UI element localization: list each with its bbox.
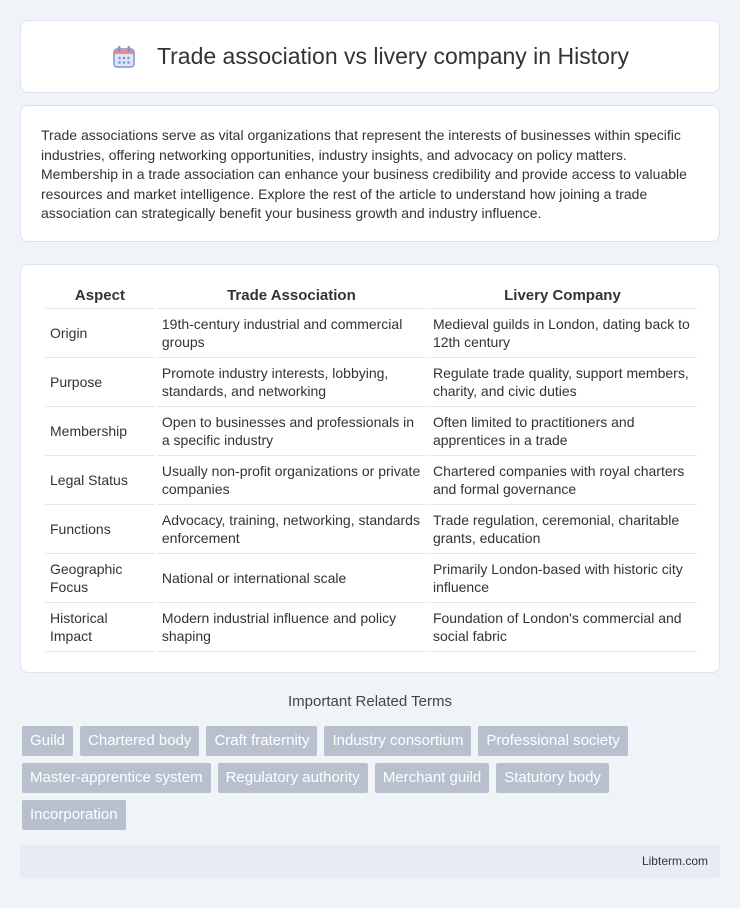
cell-aspect: Geographic Focus <box>45 554 155 603</box>
cell-aspect: Purpose <box>45 358 155 407</box>
cell-livery-company: Medieval guilds in London, dating back to 12th century <box>428 309 697 358</box>
related-term-tag[interactable]: Chartered body <box>80 726 199 756</box>
cell-trade-association: Open to businesses and professionals in a specific industry <box>157 407 426 456</box>
table-row <box>45 407 697 456</box>
related-term-tag[interactable]: Merchant guild <box>375 763 489 793</box>
table-row <box>45 309 697 358</box>
cell-aspect: Origin <box>45 309 155 358</box>
related-term-tag[interactable]: Craft fraternity <box>206 726 317 756</box>
table-row <box>45 358 697 407</box>
related-term-tag[interactable]: Industry consortium <box>324 726 471 756</box>
table-header-row <box>45 285 697 309</box>
cell-aspect: Membership <box>45 407 155 456</box>
related-terms-list <box>22 726 722 837</box>
related-terms-title: Important Related Terms <box>288 693 452 710</box>
cell-livery-company: Trade regulation, ceremonial, charitable grants, education <box>428 505 697 554</box>
intro-text: Trade associations serve as vital organizations that represent the interests of businesses within specific industries, offering networking opportunities, industry insights, and advocacy on policy matters. Membership in a trade association can enhance your business credibility and provide access to valuable resources and market intelligence. Explore the rest of the article to understand how joining a trade association can strategically benefit your business growth and industry influence. <box>41 127 687 221</box>
intro-card <box>20 105 720 242</box>
comparison-table <box>43 285 699 652</box>
related-term-tag[interactable]: Master-apprentice system <box>22 763 211 793</box>
cell-trade-association: Usually non-profit organizations or private companies <box>157 456 426 505</box>
related-term-tag[interactable]: Guild <box>22 726 73 756</box>
cell-aspect: Historical Impact <box>45 603 155 652</box>
header-card <box>20 20 720 93</box>
related-term-tag[interactable]: Incorporation <box>22 800 126 830</box>
cell-livery-company: Primarily London-based with historic city influence <box>428 554 697 603</box>
header-livery-company: Livery Company <box>428 285 697 309</box>
footer-site-link[interactable]: Libterm.com <box>641 854 708 868</box>
cell-aspect: Legal Status <box>45 456 155 505</box>
cell-trade-association: Advocacy, training, networking, standards enforcement <box>157 505 426 554</box>
related-term-tag[interactable]: Regulatory authority <box>218 763 368 793</box>
footer <box>20 845 720 878</box>
cell-livery-company: Foundation of London's commercial and social fabric <box>428 603 697 652</box>
table-row <box>45 554 697 603</box>
cell-trade-association: Promote industry interests, lobbying, standards, and networking <box>157 358 426 407</box>
table-row <box>45 456 697 505</box>
table-row <box>45 505 697 554</box>
header-aspect: Aspect <box>45 285 155 309</box>
related-term-tag[interactable]: Professional society <box>478 726 627 756</box>
cell-trade-association: National or international scale <box>157 554 426 603</box>
cell-livery-company: Often limited to practitioners and apprentices in a trade <box>428 407 697 456</box>
related-term-tag[interactable]: Statutory body <box>496 763 609 793</box>
cell-aspect: Functions <box>45 505 155 554</box>
comparison-card <box>20 264 720 673</box>
table-row <box>45 603 697 652</box>
header-trade-association: Trade Association <box>157 285 426 309</box>
cell-trade-association: Modern industrial influence and policy shaping <box>157 603 426 652</box>
calendar-icon <box>111 44 137 70</box>
cell-livery-company: Chartered companies with royal charters and formal governance <box>428 456 697 505</box>
page-title: Trade association vs livery company in History <box>156 43 630 69</box>
cell-trade-association: 19th-century industrial and commercial groups <box>157 309 426 358</box>
cell-livery-company: Regulate trade quality, support members, charity, and civic duties <box>428 358 697 407</box>
